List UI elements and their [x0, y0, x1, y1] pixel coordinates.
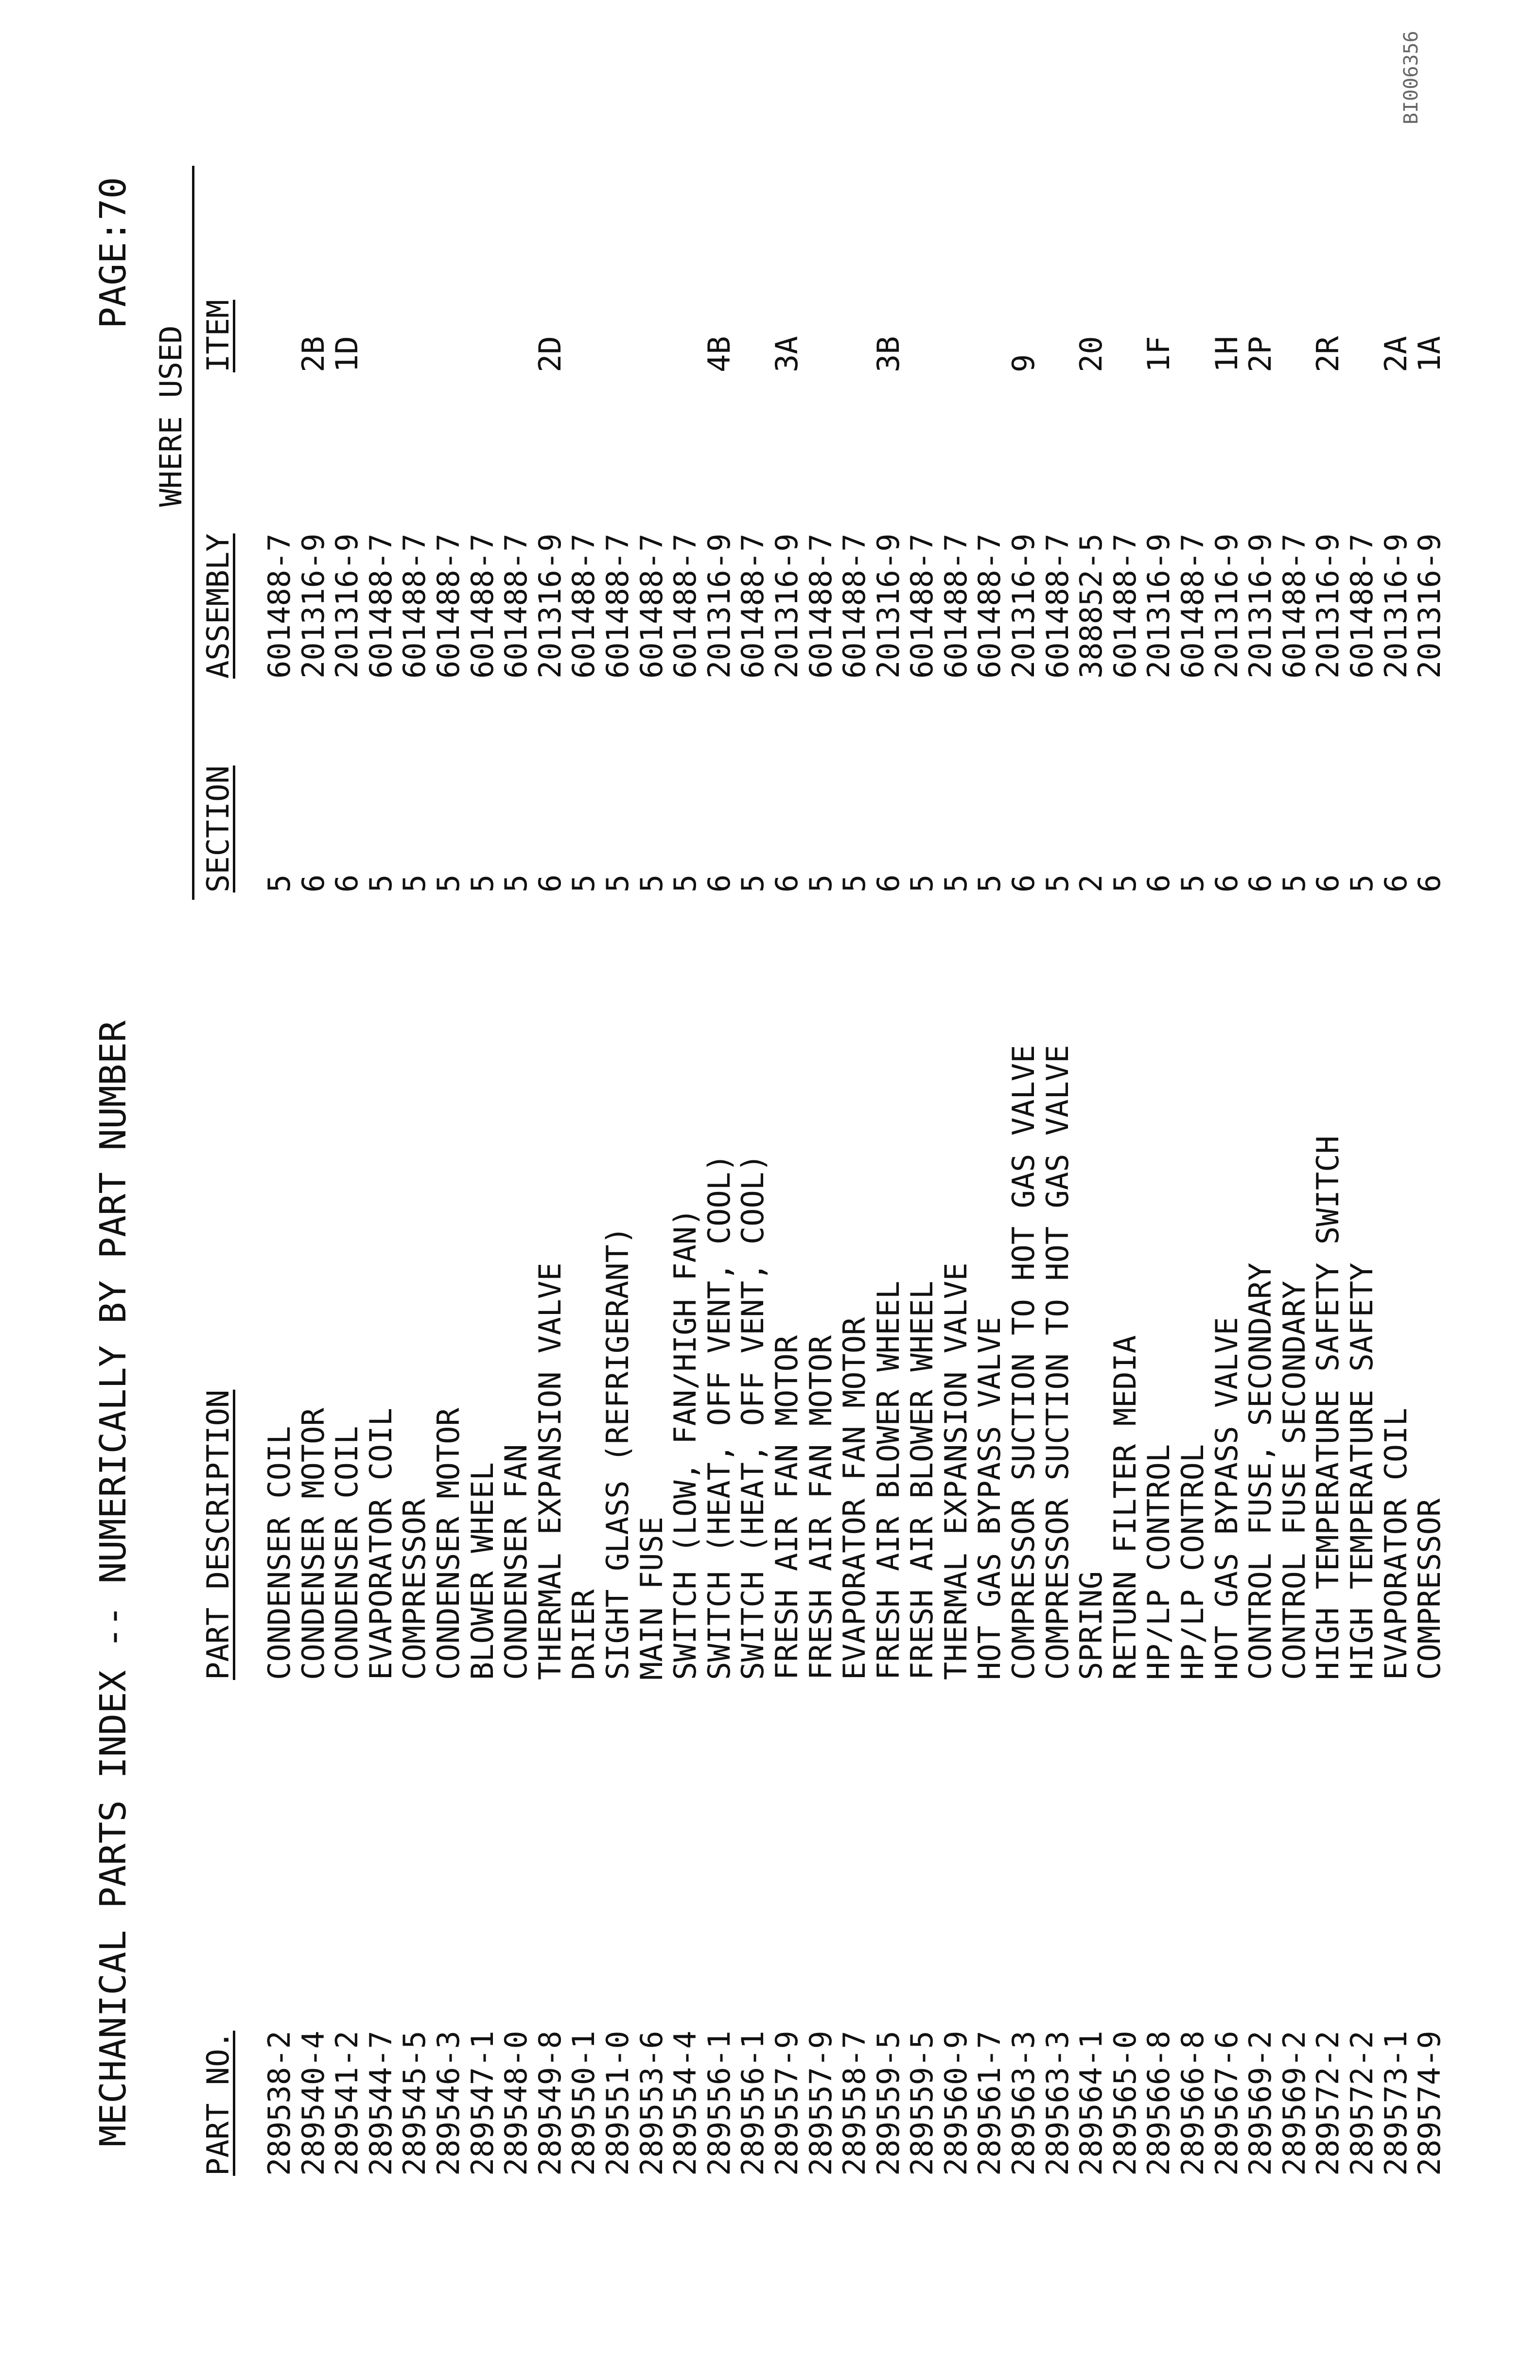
- section-cell: 6: [532, 874, 568, 892]
- item-cell: 9: [1006, 354, 1042, 372]
- description-cell: EVAPORATOR COIL: [1378, 1408, 1414, 1680]
- description-cell: CONDENSER FAN: [498, 1444, 534, 1680]
- table-row: [770, 0, 804, 2380]
- table-row: [804, 0, 838, 2380]
- column-header-part-no: PART NO.: [200, 2030, 236, 2176]
- where-used-rule: [192, 166, 194, 900]
- item-cell: 3A: [769, 336, 805, 372]
- item-cell: 2A: [1378, 336, 1414, 372]
- table-row: [635, 0, 669, 2380]
- part-number-cell: 289559-5: [870, 2030, 906, 2176]
- table-row: [364, 0, 398, 2380]
- part-number-cell: 289551-0: [599, 2030, 635, 2176]
- assembly-cell: 201316-9: [870, 533, 906, 679]
- section-cell: 6: [329, 874, 365, 892]
- item-cell: 2R: [1310, 336, 1346, 372]
- assembly-cell: 601488-7: [1175, 533, 1211, 679]
- part-number-cell: 289573-1: [1378, 2030, 1414, 2176]
- assembly-cell: 601488-7: [938, 533, 974, 679]
- table-row: [432, 0, 466, 2380]
- assembly-cell: 601488-7: [1276, 533, 1312, 679]
- section-cell: 6: [1412, 874, 1448, 892]
- item-cell: 2B: [295, 336, 331, 372]
- assembly-cell: 601488-7: [735, 533, 771, 679]
- description-cell: HP/LP CONTROL: [1141, 1444, 1177, 1680]
- section-cell: 5: [599, 874, 635, 892]
- description-cell: THERMAL EXPANSION VALVE: [532, 1262, 568, 1680]
- column-header-description: PART DESCRIPTION: [200, 1389, 236, 1680]
- description-cell: SPRING: [1073, 1571, 1109, 1680]
- assembly-cell: 201316-9: [1006, 533, 1042, 679]
- table-row: [398, 0, 432, 2380]
- item-cell: 1F: [1141, 336, 1177, 372]
- where-used-heading: WHERE USED: [153, 325, 189, 507]
- section-cell: 5: [633, 874, 669, 892]
- section-cell: 6: [1141, 874, 1177, 892]
- table-row: [567, 0, 601, 2380]
- description-cell: MAIN FUSE: [633, 1517, 669, 1680]
- description-cell: COMPRESSOR SUCTION TO HOT GAS VALVE: [1039, 1045, 1075, 1680]
- assembly-cell: 601488-7: [363, 533, 399, 679]
- table-row: [736, 0, 770, 2380]
- section-cell: 6: [1208, 874, 1244, 892]
- part-number-cell: 289541-2: [329, 2030, 365, 2176]
- section-cell: 5: [566, 874, 602, 892]
- section-cell: 6: [769, 874, 805, 892]
- assembly-cell: 601488-7: [837, 533, 873, 679]
- section-cell: 5: [803, 874, 839, 892]
- part-number-cell: 289558-7: [837, 2030, 873, 2176]
- section-cell: 5: [262, 874, 297, 892]
- section-cell: 6: [1310, 874, 1346, 892]
- assembly-cell: 201316-9: [1378, 533, 1414, 679]
- part-number-cell: 289563-3: [1039, 2030, 1075, 2176]
- description-cell: CONTROL FUSE SECONDARY: [1276, 1280, 1312, 1680]
- item-cell: 2P: [1242, 336, 1278, 372]
- section-cell: 6: [1242, 874, 1278, 892]
- part-number-cell: 289546-3: [430, 2030, 466, 2176]
- description-cell: HOT GAS BYPASS VALVE: [1208, 1317, 1244, 1680]
- column-header-assembly: ASSEMBLY: [200, 533, 236, 679]
- assembly-cell: 601488-7: [1107, 533, 1143, 679]
- description-cell: BLOWER WHEEL: [464, 1462, 500, 1680]
- section-cell: 5: [464, 874, 500, 892]
- page-number: PAGE:70: [92, 177, 134, 329]
- table-row: [1379, 0, 1413, 2380]
- part-number-cell: 289565-0: [1107, 2030, 1143, 2176]
- table-row: [1345, 0, 1379, 2380]
- table-row: [872, 0, 906, 2380]
- part-number-cell: 289572-2: [1310, 2030, 1346, 2176]
- description-cell: SWITCH (LOW, FAN/HIGH FAN): [667, 1208, 703, 1680]
- section-cell: 5: [667, 874, 703, 892]
- part-number-cell: 289574-9: [1412, 2030, 1448, 2176]
- description-cell: FRESH AIR FAN MOTOR: [803, 1335, 839, 1680]
- assembly-cell: 601488-7: [904, 533, 940, 679]
- part-number-cell: 289561-7: [972, 2030, 1008, 2176]
- assembly-cell: 201316-9: [1242, 533, 1278, 679]
- description-cell: HP/LP CONTROL: [1175, 1444, 1211, 1680]
- part-number-cell: 289557-9: [803, 2030, 839, 2176]
- description-cell: HIGH TEMPERATURE SAFETY: [1344, 1262, 1380, 1680]
- description-cell: FRESH AIR BLOWER WHEEL: [870, 1280, 906, 1680]
- table-row: [939, 0, 973, 2380]
- assembly-cell: 201316-9: [769, 533, 805, 679]
- item-cell: 4B: [701, 336, 737, 372]
- part-number-cell: 289566-8: [1175, 2030, 1211, 2176]
- assembly-cell: 201316-9: [1141, 533, 1177, 679]
- table-row: [1108, 0, 1142, 2380]
- part-number-cell: 289554-4: [667, 2030, 703, 2176]
- item-cell: 20: [1073, 336, 1109, 372]
- description-cell: COMPRESSOR: [1412, 1498, 1448, 1680]
- part-number-cell: 289569-2: [1242, 2030, 1278, 2176]
- part-number-cell: 289538-2: [262, 2030, 297, 2176]
- description-cell: CONDENSER MOTOR: [295, 1408, 331, 1680]
- part-number-cell: 289547-1: [464, 2030, 500, 2176]
- column-header-item: ITEM: [200, 299, 236, 372]
- section-cell: 5: [1344, 874, 1380, 892]
- assembly-cell: 601488-7: [599, 533, 635, 679]
- description-cell: SIGHT GLASS (REFRIGERANT): [599, 1226, 635, 1680]
- description-cell: CONDENSER MOTOR: [430, 1408, 466, 1680]
- table-row: [1074, 0, 1108, 2380]
- section-cell: 6: [1006, 874, 1042, 892]
- section-cell: 6: [870, 874, 906, 892]
- description-cell: EVAPORATOR FAN MOTOR: [837, 1317, 873, 1680]
- section-cell: 2: [1073, 874, 1109, 892]
- section-cell: 5: [938, 874, 974, 892]
- description-cell: COMPRESSOR SUCTION TO HOT GAS VALVE: [1006, 1045, 1042, 1680]
- table-row: [702, 0, 736, 2380]
- table-row: [297, 0, 331, 2380]
- section-cell: 5: [363, 874, 399, 892]
- table-row: [601, 0, 635, 2380]
- assembly-cell: 601488-7: [397, 533, 433, 679]
- section-cell: 5: [498, 874, 534, 892]
- part-number-cell: 289556-1: [701, 2030, 737, 2176]
- assembly-cell: 201316-9: [532, 533, 568, 679]
- part-number-cell: 289544-7: [363, 2030, 399, 2176]
- assembly-cell: 601488-7: [633, 533, 669, 679]
- part-number-cell: 289564-1: [1073, 2030, 1109, 2176]
- section-cell: 5: [735, 874, 771, 892]
- description-cell: CONDENSER COIL: [262, 1426, 297, 1680]
- document-id: BI006356: [1400, 31, 1422, 124]
- assembly-cell: 201316-9: [295, 533, 331, 679]
- table-row: [262, 0, 297, 2380]
- section-cell: 5: [1107, 874, 1143, 892]
- part-number-cell: 289563-3: [1006, 2030, 1042, 2176]
- column-header-section: SECTION: [200, 765, 236, 892]
- description-cell: RETURN FILTER MEDIA: [1107, 1335, 1143, 1680]
- assembly-cell: 601488-7: [1039, 533, 1075, 679]
- assembly-cell: 601488-7: [464, 533, 500, 679]
- table-row: [668, 0, 702, 2380]
- section-cell: 5: [430, 874, 466, 892]
- description-cell: CONTROL FUSE, SECONDARY: [1242, 1262, 1278, 1680]
- description-cell: EVAPORATOR COIL: [363, 1408, 399, 1680]
- assembly-cell: 601488-7: [430, 533, 466, 679]
- section-cell: 5: [1175, 874, 1211, 892]
- section-cell: 5: [1039, 874, 1075, 892]
- section-cell: 5: [904, 874, 940, 892]
- part-number-cell: 289549-8: [532, 2030, 568, 2176]
- part-number-cell: 289569-2: [1276, 2030, 1312, 2176]
- parts-table: [262, 0, 1447, 2380]
- table-row: [466, 0, 500, 2380]
- table-row: [1413, 0, 1447, 2380]
- table-row: [330, 0, 364, 2380]
- description-cell: HIGH TEMPERATURE SAFETY SWITCH: [1310, 1136, 1346, 1680]
- table-row: [838, 0, 872, 2380]
- assembly-cell: 601488-7: [498, 533, 534, 679]
- description-cell: DRIER: [566, 1589, 602, 1680]
- table-row: [499, 0, 533, 2380]
- table-row: [1007, 0, 1041, 2380]
- description-cell: THERMAL EXPANSION VALVE: [938, 1262, 974, 1680]
- description-cell: SWITCH (HEAT, OFF VENT, COOL): [735, 1154, 771, 1680]
- item-cell: 3B: [870, 336, 906, 372]
- section-cell: 5: [1276, 874, 1312, 892]
- item-cell: 1D: [329, 336, 365, 372]
- part-number-cell: 289557-9: [769, 2030, 805, 2176]
- assembly-cell: 201316-9: [1310, 533, 1346, 679]
- section-cell: 6: [1378, 874, 1414, 892]
- assembly-cell: 601488-7: [262, 533, 297, 679]
- item-cell: 2D: [532, 336, 568, 372]
- table-row: [1210, 0, 1244, 2380]
- part-number-cell: 289545-5: [397, 2030, 433, 2176]
- table-row: [905, 0, 939, 2380]
- part-number-cell: 289553-6: [633, 2030, 669, 2176]
- assembly-cell: 601488-7: [1344, 533, 1380, 679]
- section-cell: 5: [397, 874, 433, 892]
- item-cell: 1A: [1412, 336, 1448, 372]
- part-number-cell: 289566-8: [1141, 2030, 1177, 2176]
- part-number-cell: 289560-9: [938, 2030, 974, 2176]
- description-cell: COMPRESSOR: [397, 1498, 433, 1680]
- assembly-cell: 601488-7: [566, 533, 602, 679]
- part-number-cell: 289572-2: [1344, 2030, 1380, 2176]
- part-number-cell: 289540-4: [295, 2030, 331, 2176]
- table-row: [1041, 0, 1075, 2380]
- section-cell: 6: [701, 874, 737, 892]
- assembly-cell: 388852-5: [1073, 533, 1109, 679]
- table-row: [1243, 0, 1278, 2380]
- table-row: [533, 0, 567, 2380]
- part-number-cell: 289550-1: [566, 2030, 602, 2176]
- item-cell: 1H: [1208, 336, 1244, 372]
- part-number-cell: 289567-6: [1208, 2030, 1244, 2176]
- description-cell: SWITCH (HEAT, OFF VENT, COOL): [701, 1154, 737, 1680]
- section-cell: 6: [295, 874, 331, 892]
- assembly-cell: 601488-7: [667, 533, 703, 679]
- assembly-cell: 201316-9: [1208, 533, 1244, 679]
- part-number-cell: 289559-5: [904, 2030, 940, 2176]
- assembly-cell: 201316-9: [701, 533, 737, 679]
- page-title: MECHANICAL PARTS INDEX -- NUMERICALLY BY PART NUMBER: [92, 1020, 134, 2147]
- table-row: [1176, 0, 1210, 2380]
- table-row: [1278, 0, 1312, 2380]
- description-cell: HOT GAS BYPASS VALVE: [972, 1317, 1008, 1680]
- section-cell: 5: [972, 874, 1008, 892]
- assembly-cell: 601488-7: [972, 533, 1008, 679]
- table-row: [1142, 0, 1176, 2380]
- description-cell: FRESH AIR FAN MOTOR: [769, 1335, 805, 1680]
- section-cell: 5: [837, 874, 873, 892]
- assembly-cell: 201316-9: [1412, 533, 1448, 679]
- part-number-cell: 289548-0: [498, 2030, 534, 2176]
- description-cell: CONDENSER COIL: [329, 1426, 365, 1680]
- assembly-cell: 201316-9: [329, 533, 365, 679]
- part-number-cell: 289556-1: [735, 2030, 771, 2176]
- assembly-cell: 601488-7: [803, 533, 839, 679]
- table-row: [973, 0, 1007, 2380]
- description-cell: FRESH AIR BLOWER WHEEL: [904, 1280, 940, 1680]
- table-row: [1311, 0, 1345, 2380]
